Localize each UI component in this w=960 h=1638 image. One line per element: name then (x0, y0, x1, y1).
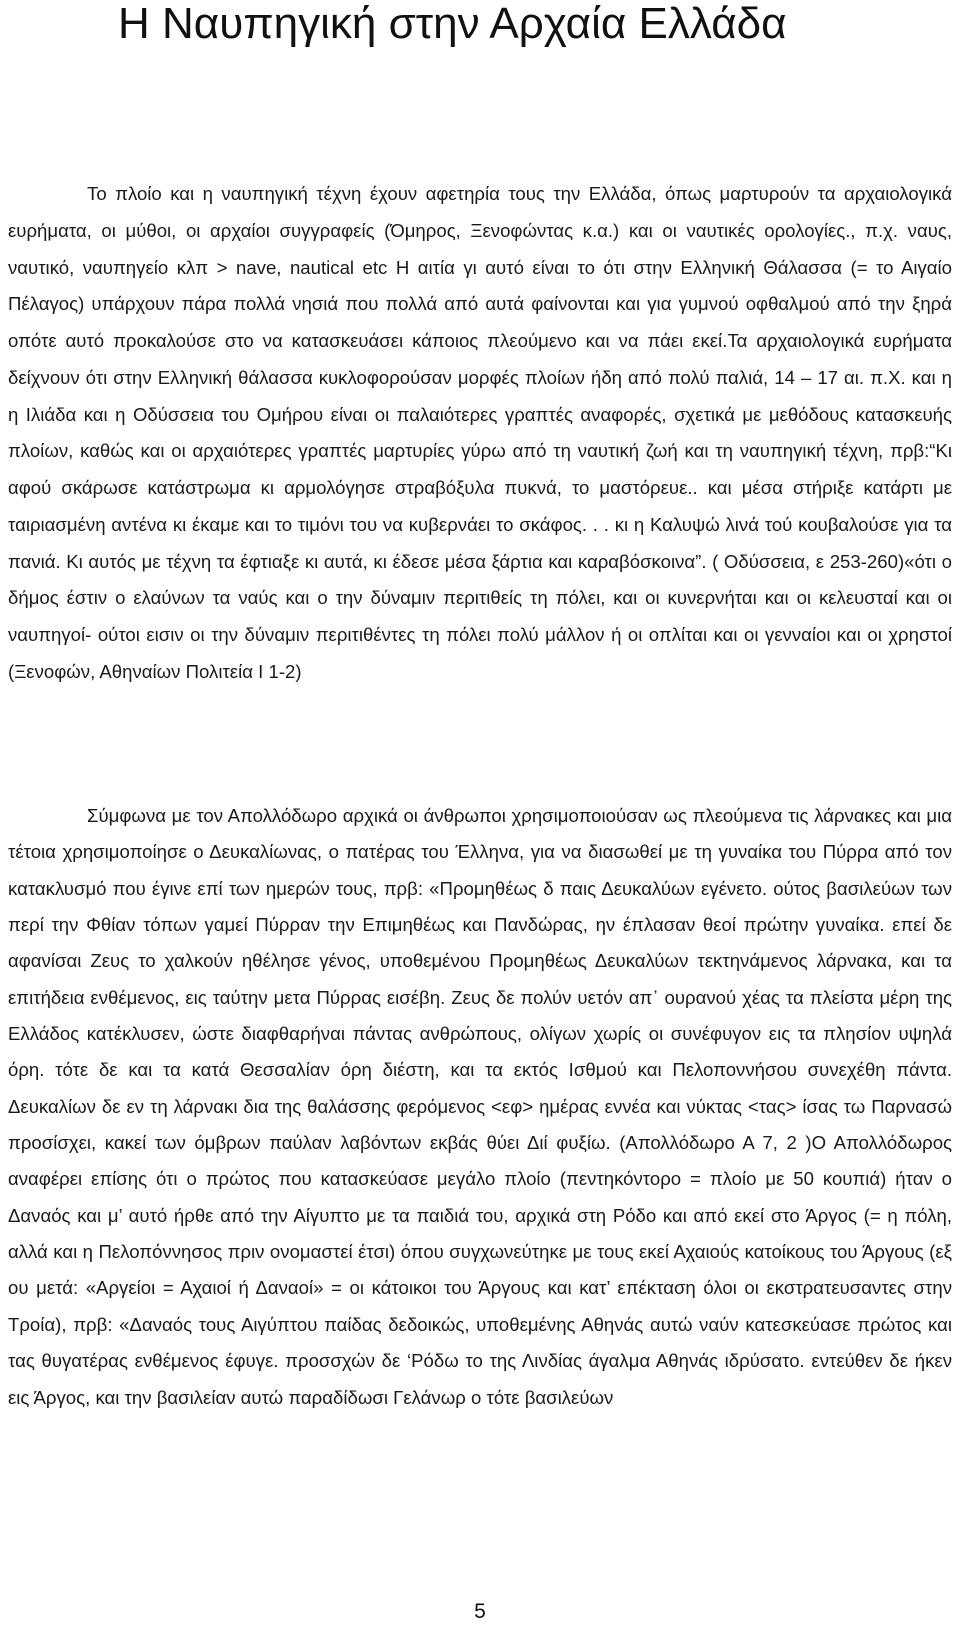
paragraph-shipbuilding-origins (8, 176, 952, 691)
page-title: Η Ναυπηγική στην Αρχαία Ελλάδα (118, 0, 787, 48)
paragraph-apollodorus (8, 798, 952, 1416)
page-number: 5 (474, 1600, 486, 1623)
paragraph-text: Το πλοίο και η ναυπηγική τέχνη έχουν αφετηρία τους την Ελλάδα, όπως μαρτυρούν τα αρχαιολογικά ευρήματα, οι μύθοι, οι αρχαίοι συγγραφείς (Όμηρος, Ξενοφώντας κ.α.) και οι ναυτικές ορολογίες., π.χ. ναυς, ναυτικό, ναυπηγείο κλπ > nave, nautical etc Η αιτία γι αυτό είναι το ότι στην Ελληνική Θάλασσα (= το Αιγαίο Πέλαγος) υπάρχουν πάρα πολλά νησιά που πολλά από αυτά φαίνονται και για γυμνού οφθαλμού από την ξηρά οπότε αυτό προκαλούσε στο να κατασκευάσει κάποιος πλεούμενο και να πάει εκεί.Τα αρχαιολογικά ευρήματα δείχνουν ότι στην Ελληνική θάλασσα κυκλοφορούσαν μορφές πλοίων ήδη από πολύ παλιά, 14 – 17 αι. π.Χ. και η η Ιλιάδα και η Οδύσσεια του Ομήρου είναι οι παλαιότερες γραπτές αναφορές, σχετικά με μεθόδους κατασκευής πλοίων, καθώς και οι αρχαιότερες γραπτές μαρτυρίες γύρω από τη ναυτική ζωή και τη ναυπηγική τέχνη, πρβ:“Κι αφού σκάρωσε κατάστρωμα κι αρμολόγησε στραβόξυλα πυκνά, το μαστόρευε.. και μέσα στήριξε κατάρτι με ταιριασμένη αντένα κι έκαμε και το τιμόνι του να κυβερνάει το σκάφος. . . κι η Καλυψώ λινά τού κουβαλούσε για τα πανιά. Κι αυτός με τέχνη τα έφτιαξε κι αυτά, κι έδεσε μέσα ξάρτια και καραβόσκοινα”. ( Οδύσσεια, ε 253-260)«ότι ο δήμος έστιν ο ελαύνων τα ναύς και ο την δύναμιν περιτιθείς τη πόλει, και οι κυνερνήται και οι κελευσταί και οι ναυπηγοί- ούτοι εισιν οι την δύναμιν περιτιθέντες τη πόλει πολύ μάλλον ή οι οπλίται και οι γενναίοι και οι χρηστοί (Ξενοφών, Αθηναίων Πολιτεία Ι 1-2) (8, 183, 952, 682)
paragraph-text: Σύμφωνα με τον Απολλόδωρο αρχικά οι άνθρωποι χρησιμοποιούσαν ως πλεούμενα τις λάρνακες και μια τέτοια χρησιμοποίησε ο Δευκαλίωνας, ο πατέρας του Έλληνα, για να διασωθεί με τη γυναίκα του Πύρρα από τον κατακλυσμό που έγινε επί των ημερών τους, πρβ: «Προμηθέως δ παις Δευκαλύων εγένετο. ούτος βασιλεύων των περί την Φθίαν τόπων γαμεί Πύρραν την Επιμηθέως και Πανδώρας, ην έπλασαν θεοί πρώτην γυναίκα. επεί δε αφανίσαι Ζευς το χαλκούν ηθέλησε γένος, υποθεμένου Προμηθέως Δευκαλύων τεκτηνάμενος λάρνακα, και τα επιτήδεια ενθέμενος, εις ταύτην μετα Πύρρας εισέβη. Ζευς δε πολύν υετόν απ᾽ ουρανού χέας τα πλείστα μέρη της Ελλάδος κατέκλυσεν, ώστε διαφθαρήναι πάντας ανθρώπους, ολίγων χωρίς οι συνέφυγον εις τα πλησίον υψηλά όρη. τότε δε και τα κατά Θεσσαλίαν όρη διέστη, και τα εκτός Ισθμού και Πελοποννήσου συνεχέθη πάντα. Δευκαλίων δε εν τη λάρνακι δια της θαλάσσης φερόμενος <εφ> ημέρας εννέα και νύκτας <τας> ίσας τω Παρνασώ προσίσχει, κακεί των όμβρων παύλαν λαβόντων εκβάς θύει Διί φυξίω. (Απολλόδωρο Α 7, 2 )Ο Απολλόδωρος αναφέρει επίσης ότι ο πρώτος που κατασκεύασε μεγάλο πλοίο (πεντηκόντορο = πλοίο με 50 κουπιά) ήταν ο Δαναός και μ’ αυτό ήρθε από την Αίγυπτο με τα παιδιά του, αρχικά στη Ρόδο και από εκεί στο Άργος (= η πόλη, αλλά και η Πελοπόννησος πριν ονομαστεί έτσι) όπου συγχωνεύτηκε με τους εκεί Αχαιούς κατοίκους του Άργους (εξ ου μετά: «Αργείοι = Αχαιοί ή Δαναοί» = οι κάτοικοι του Άργους και κατ’ επέκταση όλοι οι εκστρατευσαντες στην Τροία), πρβ: «Δαναός τους Αιγύπτου παίδας δεδοικώς, υποθεμένης Αθηνάς αυτώ ναύν κατεσκεύασε πρώτος και τας θυγατέρας ενθέμενος έφυγε. προσσχών δε ‘Ρόδω το της Λινδίας άγαλμα Αθηνάς ιδρύσατο. εντεύθεν δε ήκεν εις Άργος, και την βασιλείαν αυτώ παραδίδωσι Γελάνωρ ο τότε βασιλεύων (8, 805, 952, 1408)
